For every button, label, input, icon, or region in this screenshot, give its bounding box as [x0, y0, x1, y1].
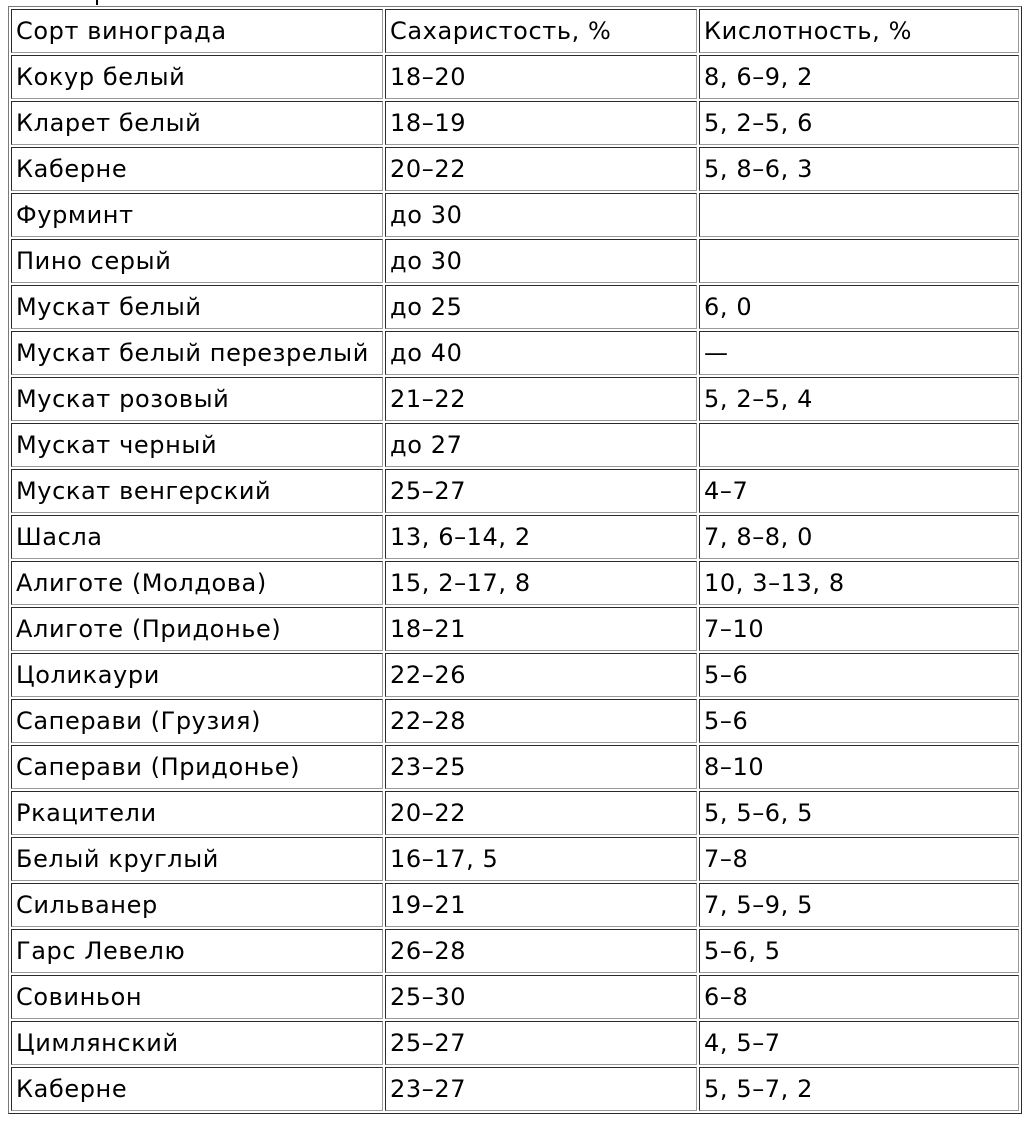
sugar-cell: 25–27: [385, 1021, 697, 1065]
sugar-cell: 21–22: [385, 377, 697, 421]
sugar-cell: до 27: [385, 423, 697, 467]
sugar-cell: 15, 2–17, 8: [385, 561, 697, 605]
acidity-cell: 5, 5–7, 2: [699, 1067, 1019, 1111]
table-row: [11, 1021, 1019, 1065]
sugar-cell: 23–27: [385, 1067, 697, 1111]
acidity-cell: 5, 2–5, 4: [699, 377, 1019, 421]
variety-cell: Саперави (Грузия): [11, 699, 383, 743]
acidity-cell: 5, 5–6, 5: [699, 791, 1019, 835]
acidity-cell: 7, 8–8, 0: [699, 515, 1019, 559]
variety-cell: Ркацители: [11, 791, 383, 835]
variety-cell: Пино серый: [11, 239, 383, 283]
acidity-cell: 4–7: [699, 469, 1019, 513]
sugar-cell: 18–20: [385, 55, 697, 99]
acidity-cell: 5–6, 5: [699, 929, 1019, 973]
table-header-row: [11, 9, 1019, 53]
variety-cell: Цоликаури: [11, 653, 383, 697]
variety-cell: Мускат венгерский: [11, 469, 383, 513]
acidity-cell: 7–10: [699, 607, 1019, 651]
table-row: [11, 285, 1019, 329]
sugar-cell: до 30: [385, 193, 697, 237]
variety-cell: Кокур белый: [11, 55, 383, 99]
acidity-cell: 6–8: [699, 975, 1019, 1019]
variety-cell: Мускат черный: [11, 423, 383, 467]
variety-cell: Белый круглый: [11, 837, 383, 881]
table-row: [11, 331, 1019, 375]
acidity-cell: 10, 3–13, 8: [699, 561, 1019, 605]
variety-cell: Мускат белый перезрелый: [11, 331, 383, 375]
grape-varieties-table: [8, 6, 1022, 1114]
table-row: [11, 193, 1019, 237]
table-row: [11, 837, 1019, 881]
acidity-cell: 7–8: [699, 837, 1019, 881]
sugar-cell: до 25: [385, 285, 697, 329]
table-row: [11, 699, 1019, 743]
table-row: [11, 561, 1019, 605]
acidity-cell: 5–6: [699, 699, 1019, 743]
table-row: [11, 147, 1019, 191]
variety-cell: Сильванер: [11, 883, 383, 927]
table-row: [11, 653, 1019, 697]
sugar-cell: 26–28: [385, 929, 697, 973]
table-row: [11, 469, 1019, 513]
variety-cell: Шасла: [11, 515, 383, 559]
table-row: [11, 975, 1019, 1019]
table-row: [11, 55, 1019, 99]
sugar-cell: 22–28: [385, 699, 697, 743]
sugar-cell: до 30: [385, 239, 697, 283]
variety-cell: Фурминт: [11, 193, 383, 237]
header-variety: Сорт винограда: [11, 9, 383, 53]
sugar-cell: 16–17, 5: [385, 837, 697, 881]
acidity-cell: —: [699, 331, 1019, 375]
acidity-cell: 6, 0: [699, 285, 1019, 329]
cropped-glyph: [96, 0, 98, 5]
sugar-cell: до 40: [385, 331, 697, 375]
table-row: [11, 423, 1019, 467]
variety-cell: Алиготе (Придонье): [11, 607, 383, 651]
header-sugar: Сахаристость, %: [385, 9, 697, 53]
variety-cell: Гарс Левелю: [11, 929, 383, 973]
variety-cell: Саперави (Придонье): [11, 745, 383, 789]
sugar-cell: 22–26: [385, 653, 697, 697]
acidity-cell: [699, 193, 1019, 237]
table-row: [11, 929, 1019, 973]
sugar-cell: 25–27: [385, 469, 697, 513]
acidity-cell: 5, 8–6, 3: [699, 147, 1019, 191]
sugar-cell: 23–25: [385, 745, 697, 789]
header-acidity: Кислотность, %: [699, 9, 1019, 53]
table-row: [11, 239, 1019, 283]
acidity-cell: [699, 239, 1019, 283]
sugar-cell: 19–21: [385, 883, 697, 927]
table-row: [11, 745, 1019, 789]
variety-cell: Алиготе (Молдова): [11, 561, 383, 605]
sugar-cell: 18–21: [385, 607, 697, 651]
acidity-cell: 5, 2–5, 6: [699, 101, 1019, 145]
table-row: [11, 377, 1019, 421]
variety-cell: Совиньон: [11, 975, 383, 1019]
table-row: [11, 883, 1019, 927]
acidity-cell: 5–6: [699, 653, 1019, 697]
acidity-cell: 7, 5–9, 5: [699, 883, 1019, 927]
variety-cell: Кларет белый: [11, 101, 383, 145]
table-row: [11, 515, 1019, 559]
acidity-cell: 8–10: [699, 745, 1019, 789]
variety-cell: Каберне: [11, 147, 383, 191]
acidity-cell: [699, 423, 1019, 467]
sugar-cell: 20–22: [385, 147, 697, 191]
variety-cell: Мускат розовый: [11, 377, 383, 421]
acidity-cell: 8, 6–9, 2: [699, 55, 1019, 99]
variety-cell: Каберне: [11, 1067, 383, 1111]
sugar-cell: 18–19: [385, 101, 697, 145]
table-row: [11, 1067, 1019, 1111]
sugar-cell: 25–30: [385, 975, 697, 1019]
table-row: [11, 101, 1019, 145]
table-row: [11, 791, 1019, 835]
variety-cell: Цимлянский: [11, 1021, 383, 1065]
table-row: [11, 607, 1019, 651]
sugar-cell: 13, 6–14, 2: [385, 515, 697, 559]
acidity-cell: 4, 5–7: [699, 1021, 1019, 1065]
sugar-cell: 20–22: [385, 791, 697, 835]
variety-cell: Мускат белый: [11, 285, 383, 329]
